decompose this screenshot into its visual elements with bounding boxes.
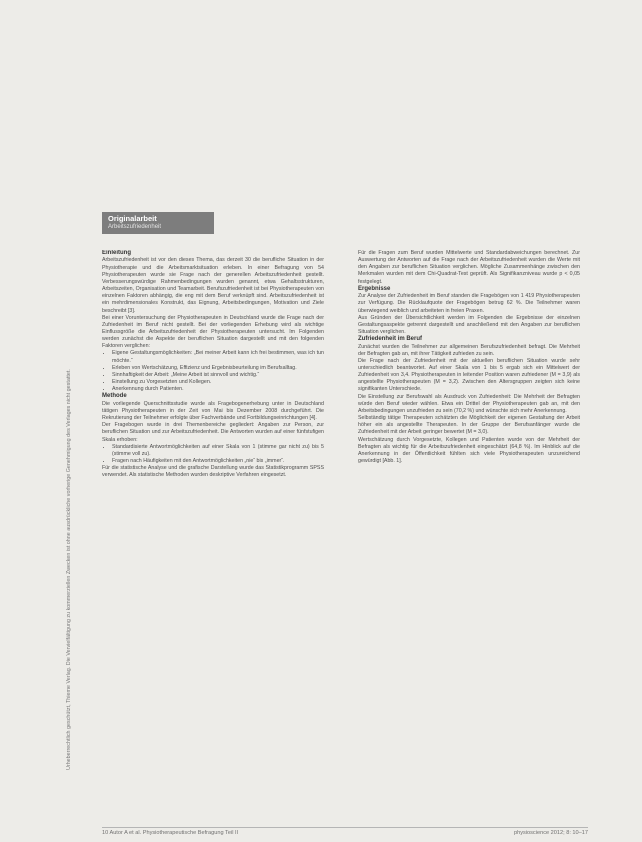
bullet-item: • Einstellung zu Vorgesetzten und Kollegen. [112,379,324,386]
bullet-item: • Standardisierte Antwortmöglichkeiten auf einer Skala von 1 (stimme gar nicht zu) bis 5 (stimme voll zu). [112,444,324,458]
bullet-item: • Eigene Gestaltungsmöglichkeiten: „Bei meiner Arbeit kann ich frei bestimmen, was ich tun möchte.“ [112,350,324,364]
body-paragraph: Selbständig tätige Therapeuten schätzten die Möglichkeit der eigenen Gestaltung der Arbeit höher ein als angestellte Therapeuten. In der Gruppe der Berufsanfänger wurde die Zufriedenheit mit der Arbeit geringer bewertet (M = 3,0). [358,415,580,436]
body-paragraph: Der Fragebogen wurde in drei Themenbereiche gegliedert: Angaben zur Person, zur beruflichen Situation und zur Arbeitszufriedenheit. Die Antworten wurden auf einer fünfstufigen Skala erhoben: [102,422,324,443]
body-paragraph: Zur Analyse der Zufriedenheit im Beruf standen die Fragebögen von 1 419 Physiotherapeuten zur Verfügung. Die Rücklaufquote der Fragebögen betrug 62 %. Die Teilnehmer waren überwiegend weiblich und arbeiteten in freien Praxen. [358,293,580,314]
bullet-item: • Fragen nach Häufigkeiten mit den Antwortmöglichkeiten „nie“ bis „immer“. [112,458,324,465]
body-paragraph: Für die Fragen zum Beruf wurden Mittelwerte und Standardabweichungen berechnet. Zur Auswertung der Antworten auf die Frage nach der Arbeitszufriedenheit wurden die Werte mit den Angaben zur beruflichen Situation verglichen. Mögliche Zusammenhänge zwischen den Merkmalen wurden mit dem Chi-Quadrat-Test geprüft. Als Signifikanzniveau wurde p < 0,05 festgelegt. [358,250,580,285]
right-text-column [358,250,580,825]
body-paragraph: Die vorliegende Querschnittsstudie wurde als Fragebogenerhebung unter in Deutschland tätigen Physiotherapeuten in der Zeit von Mai bis Dezember 2008 durchgeführt. Die Rekrutierung der Teilnehmer erfolgte über Fachverbände und Fortbildungseinrichtungen [4]. [102,400,324,422]
footer-journal: physioscience 2012; 8: 10–17 [513,830,588,836]
bullet-item: • Sinnhaftigkeit der Arbeit: „Meine Arbeit ist sinnvoll und wichtig.“ [112,372,324,379]
copyright-side-note: Urheberrechtlich geschützt, Thieme Verlag. Die Vervielfältigung zu kommerziellen Zwecken ist ohne ausdrückliche vorherige Genehmigung des Verlages nicht gestattet. [66,369,72,770]
body-paragraph: Wertschätzung durch Vorgesetzte, Kollegen und Patienten wurde von der Mehrheit der Befragten als wichtig für die Arbeitszufriedenheit eingeschätzt (64,8 %). Im Hinblick auf die Anerkennung in der Öffentlichkeit fühlten sich viele Physiotherapeuten unzureichend gewürdigt [Abb. 1]. [358,436,580,465]
section-heading: Zufriedenheit im Beruf [358,336,423,343]
bullet-item: • Anerkennung durch Patienten. [112,386,324,393]
section-heading: Ergebnisse [358,285,391,292]
bullet-list [102,350,324,393]
body-paragraph: Zunächst wurden die Teilnehmer zur allgemeinen Berufszufriedenheit befragt. Die Mehrheit der Befragten gab an, mit ihrer Tätigkeit zufrieden zu sein. [358,343,580,357]
body-paragraph: Arbeitszufriedenheit ist vor den dieses Thema, das derzeit 30 die berufliche Situation in der Physiotherapie und die Arbeitsmarktsituation erleben. In einer Befragung von 54 Physiotherapeuten wurde sie Frage nach der generellen Arbeitszufriedenheit gestellt. Verbesserungswürdige Rahmenbedingungen wurden genannt, etwa Gehaltsstrukturen, Arbeitszeiten, Organisation und Teamarbeit. Berufszufriedenheit ist bei Physiotherapeuten von einzelnen Faktoren abhängig, die eng mit dem Beruf verknüpft sind. Arbeitszufriedenheit ist ein mehrdimensionales Konstrukt, das Eignung, Arbeitsbedingungen, Motivation und Ziele beschreibt [3]. [102,257,324,314]
bullet-item: • Erleben von Wertschätzung, Effizienz und Ergebnisbeurteilung im Berufsalltag. [112,365,324,372]
body-paragraph: Die Frage nach der Zufriedenheit mit der aktuellen beruflichen Situation wurde sehr unterschiedlich beantwortet. Auf einer Skala von 1 bis 5 ergab sich ein Mittelwert der Zufriedenheit von 3,4. Physiotherapeuten in leitender Position waren zufriedener (M = 3,9) als angestellte Physiotherapeuten (M = 3,2). Zwischen den Altersgruppen zeigten sich keine signifikanten Unterschiede. [358,357,580,393]
body-paragraph: Bei einer Voruntersuchung der Physiotherapeuten in Deutschland wurde die Frage nach der Zufriedenheit im Beruf nicht gestellt. Bei der vorliegenden Erhebung wird als wichtige Einflussgröße die Arbeitszufriedenheit der Physiotherapeuten untersucht. Im Folgenden werden zunächst die Aspekte der beruflichen Situation dargestellt und mit den folgenden Faktoren verglichen: [102,314,324,350]
section-header-box [102,212,214,234]
footer-citation: 10 Autor A et al. Physiotherapeutische Befragung Teil II [102,830,239,836]
section-heading: Methode [102,393,127,400]
page-footer [102,827,588,838]
bullet-list [102,444,324,465]
body-paragraph: Die Einstellung zur Berufswahl als Ausdruck von Zufriedenheit: Die Mehrheit der Befragten würde den Beruf wieder wählen. Etwa ein Drittel der Physiotherapeuten gab an, mit den Arbeitsbedingungen unzufrieden zu sein (70,2 %) und wünschte sich mehr Anerkennung. [358,393,580,414]
section-heading: Einleitung [102,250,131,256]
section-subtitle: Arbeitszufriedenheit [108,224,162,230]
section-title: Originalarbeit [108,214,157,223]
body-paragraph: Aus Gründen der Übersichtlichkeit werden im Folgenden die Ergebnisse der einzelnen Gestaltungsaspekte getrennt dargestellt und anschließend mit den Angaben zur beruflichen Situation verglichen. [358,314,580,335]
body-paragraph: Für die statistische Analyse und die grafische Darstellung wurde das Statistikprogramm SPSS verwendet. Als statistische Methoden wurden deskriptive Verfahren eingesetzt. [102,465,324,479]
left-text-column [102,250,324,825]
